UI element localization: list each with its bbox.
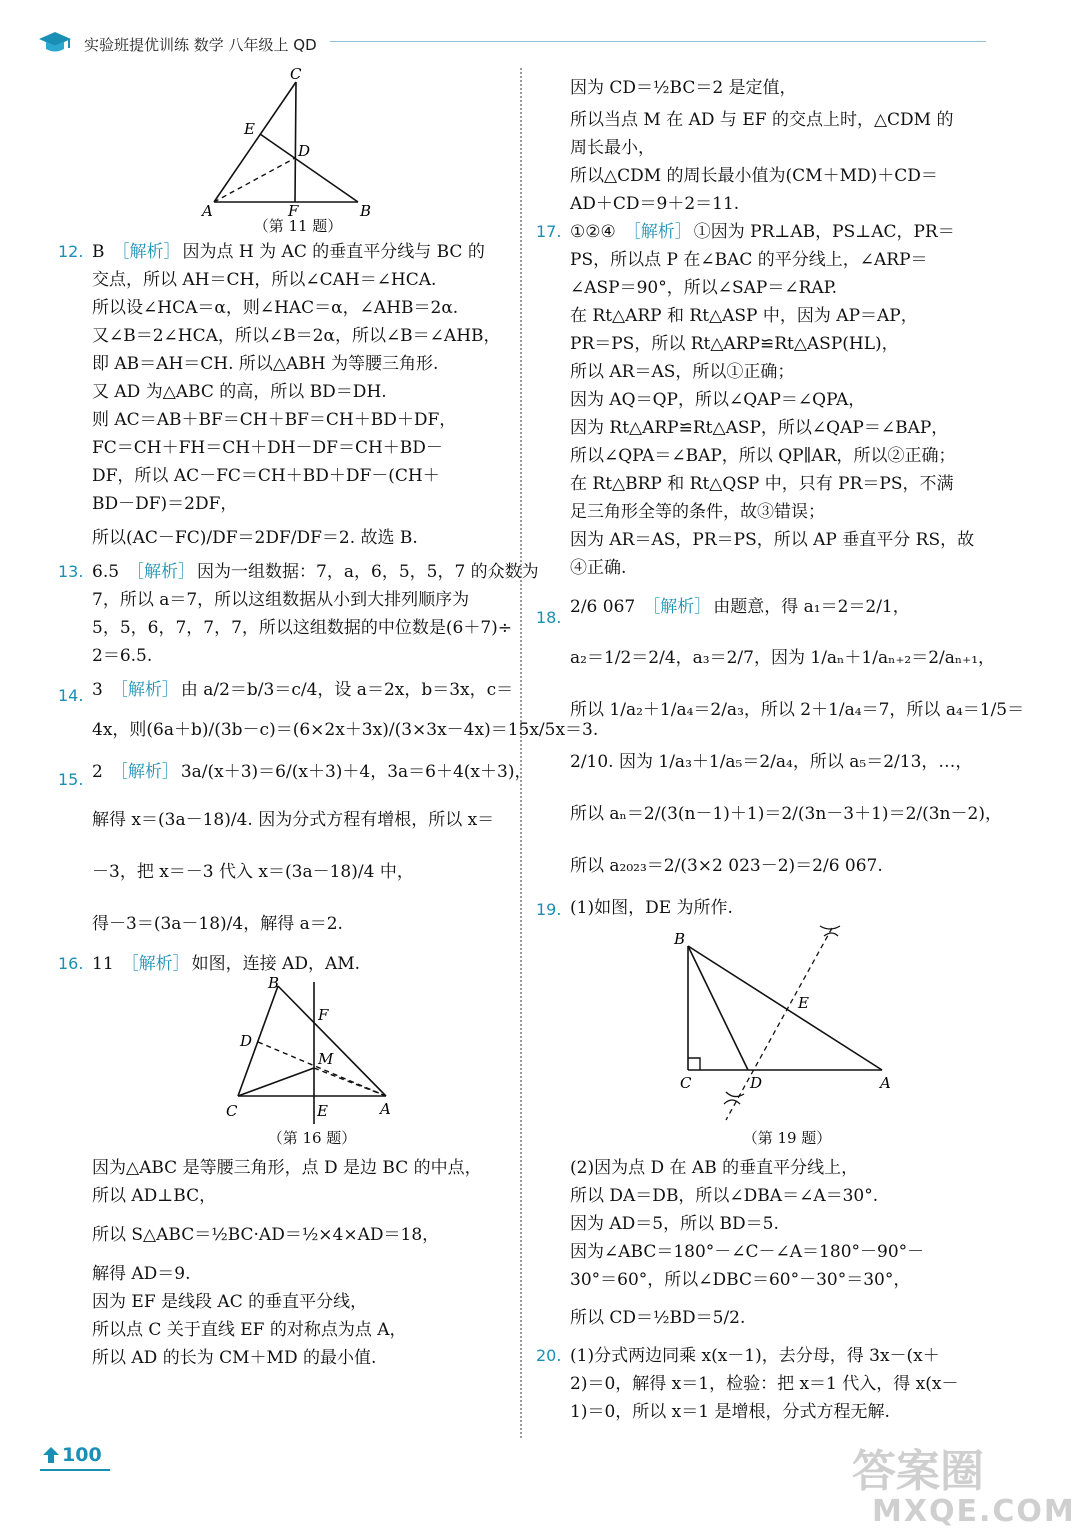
answer: ①②④ — [570, 222, 616, 242]
text-line: 得－3＝(3a－18)/4，解得 a＝2. — [92, 914, 343, 934]
analysis-tag: ［解析］ — [121, 954, 190, 974]
text-line: 交点，所以 AH＝CH，所以∠CAH＝∠HCA. — [92, 270, 437, 290]
question-number: 17. — [536, 222, 562, 241]
question-14 — [58, 670, 599, 750]
figure-16-caption: （第 16 题） — [267, 1129, 357, 1147]
watermark — [852, 1448, 1076, 1528]
text-line: 所以 aₙ＝2/(3(n－1)＋1)＝2/(3n－3＋1)＝2/(3n－2)， — [570, 804, 1002, 824]
answer: 3 — [92, 680, 103, 700]
label-d: D — [240, 1032, 253, 1050]
question-15 — [58, 750, 532, 950]
page-number: 100 — [62, 1444, 102, 1466]
header-rule — [330, 41, 986, 42]
page-number-rule — [40, 1469, 110, 1471]
question-13 — [58, 558, 539, 670]
text-line: 30°＝60°，所以∠DBC＝60°－30°＝30°， — [570, 1270, 911, 1290]
analysis-tag: ［解析］ — [643, 597, 712, 617]
text-line: 7，所以 a＝7，所以这组数据从小到大排列顺序为 — [92, 590, 470, 610]
text-line: ∠ASP＝90°，所以∠SAP＝∠RAP. — [570, 278, 838, 298]
text-line: 所以设∠HCA＝α，则∠HAC＝α，∠AHB＝2α. — [92, 298, 459, 318]
text-line: 即 AB＝AH＝CH. 所以△ABH 为等腰三角形. — [92, 354, 439, 374]
analysis-tag: ［解析］ — [127, 562, 196, 582]
graduation-cap-icon — [38, 30, 72, 56]
text-line: 1)＝0，所以 x＝1 是增根，分式方程无解. — [570, 1402, 890, 1422]
figure-11-diagram — [198, 65, 398, 220]
text-line: 所以 1/a₂＋1/a₄＝2/a₃，所以 2＋1/a₄＝7，所以 a₄＝1/5＝ — [570, 700, 1025, 720]
figure-19-caption: （第 19 题） — [742, 1129, 832, 1147]
question-number: 13. — [58, 562, 84, 581]
label-a: A — [380, 1100, 391, 1118]
label-c: C — [226, 1102, 238, 1120]
question-16 — [58, 950, 518, 1372]
label-e: E — [798, 994, 809, 1012]
question-number: 15. — [58, 770, 84, 789]
text-line: 因为 CD＝½BC＝2 是定值， — [570, 78, 797, 98]
question-20 — [536, 1342, 996, 1426]
figure-19-diagram — [672, 924, 902, 1128]
text-line: 如图，连接 AD，AM. — [191, 954, 361, 974]
text-line: 所以 DA＝DB，所以∠DBA＝∠A＝30°. — [570, 1186, 879, 1206]
text-line: 所以 CD＝½BD＝5/2. — [570, 1308, 746, 1328]
text-line: 2＝6.5. — [92, 646, 153, 666]
answer: B — [92, 242, 105, 262]
right-column — [536, 70, 1025, 1426]
text-line: 因为 EF 是线段 AC 的垂直平分线， — [92, 1292, 368, 1312]
text-line: PR＝PS，所以 Rt△ARP≌Rt△ASP(HL)， — [570, 334, 899, 354]
label-f: F — [318, 1006, 329, 1024]
question-12 — [58, 238, 518, 558]
text-line: ①因为 PR⊥AB，PS⊥AC，PR＝ — [693, 222, 955, 242]
watermark-line2: MXQE.COM — [872, 1494, 1076, 1529]
label-b: B — [268, 974, 280, 992]
text-line: 因为 AR＝AS，PR＝PS，所以 AP 垂直平分 RS，故 — [570, 530, 975, 550]
watermark-line1: 答案圈 — [852, 1446, 984, 1497]
question-number: 14. — [58, 686, 84, 705]
text-line: 4x，则(6a＋b)/(3b－c)＝(6×2x＋3x)/(3×3x－4x)＝15x/5x＝3. — [92, 720, 599, 740]
text-line: 由题意，得 a₁＝2＝2/1， — [713, 597, 910, 617]
text-line: DF，所以 AC－FC＝CH＋BD＋DF－(CH＋ — [92, 466, 440, 486]
text-line: 2)＝0，解得 x＝1，检验：把 x＝1 代入，得 x(x－ — [570, 1374, 959, 1394]
text-line: 因为 AD＝5，所以 BD＝5. — [570, 1214, 779, 1234]
question-17 — [536, 218, 996, 582]
text-line: －3，把 x＝－3 代入 x＝(3a－18)/4 中， — [92, 862, 414, 882]
text-line: 解得 x＝(3a－18)/4. 因为分式方程有增根，所以 x＝ — [92, 810, 495, 830]
text-line: AD＋CD＝9＋2＝11. — [570, 194, 740, 214]
text-line: 所以∠QPA＝∠BAP，所以 QP∥AR，所以②正确； — [570, 446, 956, 466]
question-number: 16. — [58, 954, 84, 973]
label-b: B — [674, 930, 686, 948]
question-number: 20. — [536, 1346, 562, 1365]
text-line: 3a/(x＋3)＝6/(x＋3)＋4，3a＝6＋4(x＋3)， — [180, 762, 532, 782]
label-d: D — [750, 1074, 763, 1092]
page-number-badge — [40, 1440, 112, 1474]
question-number: 19. — [536, 900, 562, 919]
label-a: A — [202, 202, 213, 220]
text-line: (2)因为点 D 在 AB 的垂直平分线上， — [570, 1158, 859, 1178]
text-line: 因为∠ABC＝180°－∠C－∠A＝180°－90°－ — [570, 1242, 925, 1262]
text-line: 所以当点 M 在 AD 与 EF 的交点上时，△CDM 的 — [570, 110, 954, 130]
text-line: FC＝CH＋FH＝CH＋DH－DF＝CH＋BD－ — [92, 438, 443, 458]
label-e: E — [244, 120, 255, 138]
text-line: 又 AD 为△ABC 的高，所以 BD＝DH. — [92, 382, 387, 402]
text-line: 所以△CDM 的周长最小值为(CM＋MD)＋CD＝ — [570, 166, 938, 186]
text-line: 足三角形全等的条件，故③错误； — [570, 502, 825, 522]
label-b: B — [360, 202, 372, 220]
text-line: 周长最小， — [570, 138, 655, 158]
text-line: 因为 AQ＝QP，所以∠QAP＝∠QPA， — [570, 390, 866, 410]
text-line: BD－DF)＝2DF， — [92, 494, 238, 514]
text-line: PS，所以点 P 在∠BAC 的平分线上，∠ARP＝ — [570, 250, 928, 270]
analysis-tag: ［解析］ — [110, 680, 179, 700]
text-line: 因为点 H 为 AC 的垂直平分线与 BC 的 — [182, 242, 485, 262]
text-line: 因为一组数据：7，a，6，5，5，7 的众数为 — [197, 562, 539, 582]
analysis-tag: ［解析］ — [623, 222, 692, 242]
page-header — [38, 30, 988, 58]
label-f: F — [288, 202, 299, 220]
text-line: 又∠B＝2∠HCA，所以∠B＝2α，所以∠B＝∠AHB， — [92, 326, 501, 346]
text-line: 所以点 C 关于直线 EF 的对称点为点 A， — [92, 1320, 407, 1340]
text-line: 则 AC＝AB＋BF＝CH＋BF＝CH＋BD＋DF， — [92, 410, 457, 430]
text-line: a₂＝1/2＝2/4，a₃＝2/7，因为 1/aₙ＋1/aₙ₊₂＝2/aₙ₊₁， — [570, 648, 996, 668]
answer: 2/6 067 — [570, 597, 636, 617]
figure-11 — [198, 66, 398, 236]
text-line: 所以 AR＝AS，所以①正确； — [570, 362, 795, 382]
figure-16 — [222, 974, 402, 1148]
label-a: A — [880, 1074, 891, 1092]
arrow-icon — [42, 1446, 60, 1464]
text-line: 所以 AD⊥BC， — [92, 1186, 217, 1206]
text-line: 由 a/2＝b/3＝c/4，设 a＝2x，b＝3x，c＝ — [180, 680, 514, 700]
analysis-tag: ［解析］ — [110, 762, 179, 782]
text-line: 在 Rt△ARP 和 Rt△ASP 中，因为 AP＝AP， — [570, 306, 918, 326]
text-line: 在 Rt△BRP 和 Rt△QSP 中，只有 PR＝PS，不满 — [570, 474, 954, 494]
answer: 2 — [92, 762, 103, 782]
figure-16-diagram — [222, 974, 402, 1128]
answer: 6.5 — [92, 562, 120, 582]
label-m: M — [318, 1050, 334, 1068]
text-line: 2/10. 因为 1/a₃＋1/a₅＝2/a₄，所以 a₅＝2/13，…， — [570, 752, 973, 772]
label-d: D — [298, 142, 311, 160]
question-number: 12. — [58, 242, 84, 261]
analysis-tag: ［解析］ — [112, 242, 181, 262]
header-title: 实验班提优训练 数学 八年级上 QD — [84, 36, 317, 54]
question-16-continued — [536, 70, 996, 218]
question-19 — [536, 892, 996, 1342]
text-line: 所以(AC－FC)/DF＝2DF/DF＝2. 故选 B. — [92, 528, 418, 548]
text-line: ④正确. — [570, 558, 627, 578]
label-c: C — [680, 1074, 692, 1092]
question-number: 18. — [536, 608, 562, 627]
text-line: 解得 AD＝9. — [92, 1264, 191, 1284]
text-line: 因为△ABC 是等腰三角形，点 D 是边 BC 的中点， — [92, 1158, 482, 1178]
figure-11-caption: （第 11 题） — [253, 217, 343, 235]
text-line: 因为 Rt△ARP≌Rt△ASP，所以∠QAP＝∠BAP， — [570, 418, 949, 438]
text-line: (1)如图，DE 为所作. — [570, 898, 733, 918]
label-c: C — [290, 65, 302, 83]
figure-19 — [672, 924, 902, 1148]
label-e: E — [317, 1102, 328, 1120]
text-line: 所以 S△ABC＝½BC·AD＝½×4×AD＝18， — [92, 1225, 440, 1245]
text-line: (1)分式两边同乘 x(x－1)，去分母，得 3x－(x＋ — [570, 1346, 940, 1366]
answer: 11 — [92, 954, 114, 974]
text-line: 所以 AD 的长为 CM＋MD 的最小值. — [92, 1348, 377, 1368]
text-line: 所以 a₂₀₂₃＝2/(3×2 023－2)＝2/6 067. — [570, 856, 883, 876]
text-line: 5，5，6，7，7，7，所以这组数据的中位数是(6＋7)÷ — [92, 618, 513, 638]
question-18 — [536, 582, 1025, 892]
